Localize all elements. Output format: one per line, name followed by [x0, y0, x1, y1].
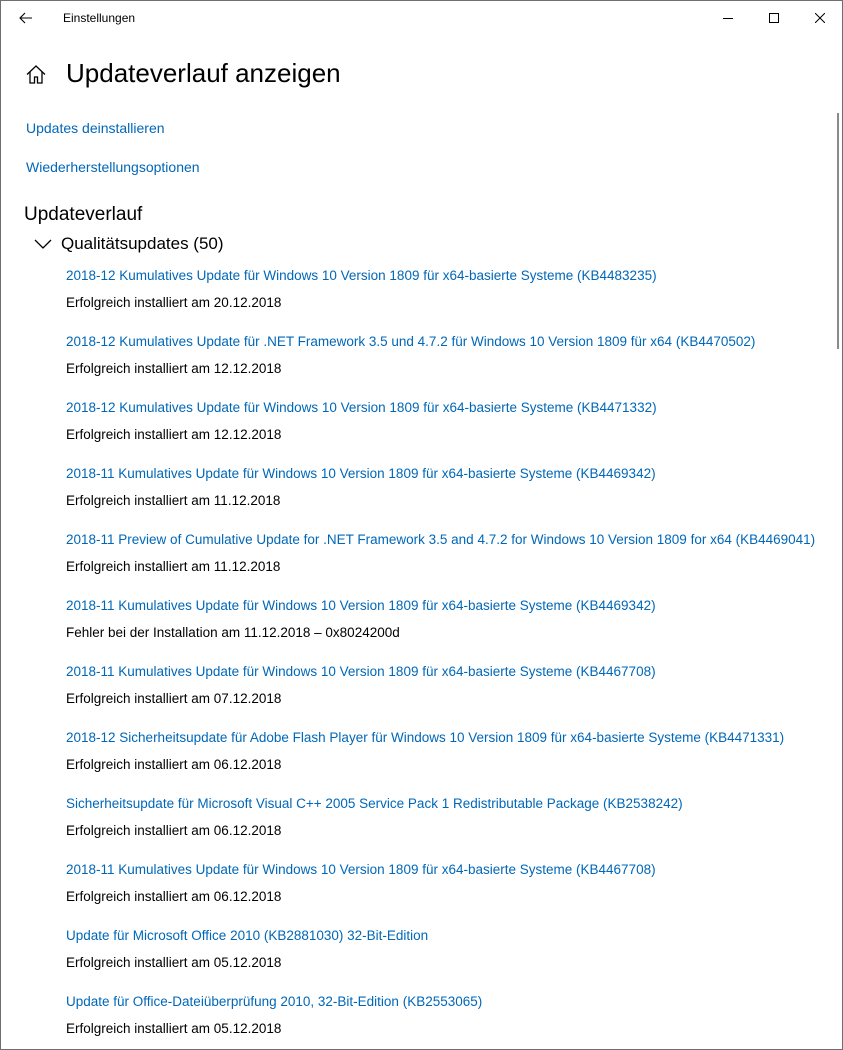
minimize-button[interactable] [705, 1, 751, 35]
list-item [66, 927, 826, 993]
quality-updates-group-toggle[interactable] [33, 233, 224, 255]
update-status: Erfolgreich installiert am 06.12.2018 [66, 823, 282, 838]
maximize-button[interactable] [751, 1, 797, 35]
recovery-options-link[interactable]: Wiederherstellungsoptionen [26, 159, 200, 175]
maximize-icon [769, 13, 779, 23]
list-item [66, 861, 826, 927]
list-item [66, 597, 826, 663]
update-status: Erfolgreich installiert am 11.12.2018 [66, 559, 281, 574]
list-item [66, 333, 826, 399]
update-list [66, 267, 826, 1050]
update-status: Erfolgreich installiert am 20.12.2018 [66, 295, 282, 310]
update-title-link[interactable]: 2018-11 Kumulatives Update für Windows 10 Version 1809 für x64-basierte Systeme (KB4469342) [66, 466, 656, 481]
uninstall-updates-link[interactable]: Updates deinstallieren [26, 120, 165, 136]
list-item [66, 993, 826, 1050]
update-status: Erfolgreich installiert am 05.12.2018 [66, 955, 282, 970]
update-status: Fehler bei der Installation am 11.12.2018 – 0x8024200d [66, 625, 400, 640]
list-item [66, 465, 826, 531]
update-title-link[interactable]: 2018-12 Sicherheitsupdate für Adobe Flash Player für Windows 10 Version 1809 für x64-basierte Systeme (KB4471331) [66, 730, 785, 745]
home-icon[interactable] [24, 63, 48, 87]
minimize-icon [723, 13, 733, 23]
back-button[interactable] [9, 1, 43, 35]
update-title-link[interactable]: Sicherheitsupdate für Microsoft Visual C++ 2005 Service Pack 1 Redistributable Package (KB2538242) [66, 796, 683, 811]
section-title: Updateverlauf [24, 204, 143, 225]
update-status: Erfolgreich installiert am 12.12.2018 [66, 361, 282, 376]
list-item [66, 729, 826, 795]
list-item [66, 267, 826, 333]
update-title-link[interactable]: 2018-12 Kumulatives Update für .NET Framework 3.5 und 4.7.2 für Windows 10 Version 1809 für x64 (KB4470502) [66, 334, 756, 349]
update-status: Erfolgreich installiert am 12.12.2018 [66, 427, 282, 442]
update-title-link[interactable]: Update für Microsoft Office 2010 (KB2881030) 32-Bit-Edition [66, 928, 429, 943]
app-title: Einstellungen [63, 11, 136, 25]
close-button[interactable] [797, 1, 843, 35]
update-status: Erfolgreich installiert am 06.12.2018 [66, 757, 282, 772]
scrollbar-thumb[interactable] [837, 113, 839, 349]
update-title-link[interactable]: 2018-11 Kumulatives Update für Windows 10 Version 1809 für x64-basierte Systeme (KB4467708) [66, 664, 656, 679]
update-status: Erfolgreich installiert am 11.12.2018 [66, 493, 281, 508]
page-title: Updateverlauf anzeigen [66, 58, 341, 88]
update-title-link[interactable]: 2018-12 Kumulatives Update für Windows 10 Version 1809 für x64-basierte Systeme (KB4483235) [66, 268, 657, 283]
update-title-link[interactable]: Update für Office-Dateiüberprüfung 2010, 32-Bit-Edition (KB2553065) [66, 994, 483, 1009]
update-status: Erfolgreich installiert am 06.12.2018 [66, 889, 282, 904]
group-label: Qualitätsupdates (50) [61, 234, 224, 253]
list-item [66, 795, 826, 861]
update-status: Erfolgreich installiert am 05.12.2018 [66, 1021, 282, 1036]
arrow-left-icon [19, 12, 33, 24]
list-item [66, 531, 826, 597]
chevron-down-icon [33, 237, 53, 251]
list-item [66, 399, 826, 465]
close-icon [815, 13, 825, 23]
update-title-link[interactable]: 2018-11 Kumulatives Update für Windows 10 Version 1809 für x64-basierte Systeme (KB4467708) [66, 862, 656, 877]
update-title-link[interactable]: 2018-11 Preview of Cumulative Update for .NET Framework 3.5 and 4.7.2 for Windows 10 Version 1809 for x64 (KB4469041) [66, 532, 816, 547]
list-item [66, 663, 826, 729]
update-status: Erfolgreich installiert am 07.12.2018 [66, 691, 282, 706]
update-title-link[interactable]: 2018-11 Kumulatives Update für Windows 10 Version 1809 für x64-basierte Systeme (KB4469342) [66, 598, 656, 613]
title-bar [1, 1, 842, 35]
update-title-link[interactable]: 2018-12 Kumulatives Update für Windows 10 Version 1809 für x64-basierte Systeme (KB4471332) [66, 400, 657, 415]
